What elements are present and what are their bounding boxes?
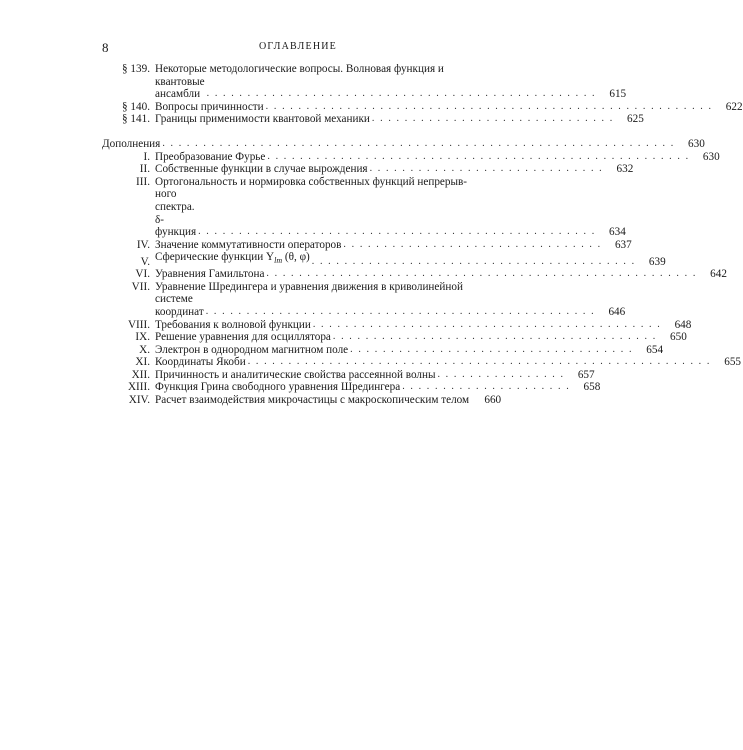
entry-number: V. — [140, 255, 150, 268]
entry-number: III. — [136, 175, 150, 188]
toc-entry — [102, 100, 743, 114]
dot-leader: . . . . . . . . . . . . . . . . — [437, 368, 565, 380]
entry-title-continuation: ного спектра. δ-функция — [155, 188, 197, 239]
entry-title: Границы применимости квантовой механики — [155, 113, 370, 126]
entry-number: VI. — [135, 268, 150, 281]
entry-number: IX. — [135, 331, 150, 344]
dot-leader: . . . . . . . . . . . . . . . . . . . . . . . . . . . . . . . . . . . . . . . . . . . . . . . . . . . . . — [266, 268, 697, 280]
entry-number: XIV. — [128, 394, 150, 407]
toc-entry — [102, 113, 644, 126]
entry-title: Требования к волновой функции — [155, 318, 311, 331]
appendix-title: Дополнения — [102, 137, 161, 150]
entry-title-tail: (θ, φ) — [282, 251, 310, 264]
running-title: ОГЛАВЛЕНИЕ — [259, 41, 337, 52]
entry-page: 657 — [577, 368, 595, 381]
toc-entry — [102, 318, 692, 332]
entry-title: Координаты Якоби — [155, 356, 246, 369]
entry-number: XII. — [131, 368, 150, 381]
entry-number: II. — [139, 163, 150, 176]
dot-leader: . . . . . . . . . . . . . . . . . . . . . . . . . . . . . . . . . . . . . . . . . . . . . . . . . . . . . . . . . . . . . . . — [162, 137, 675, 149]
entry-page: 654 — [646, 343, 664, 356]
toc-entry — [102, 238, 632, 252]
entry-page: 646 — [608, 305, 626, 318]
entry-title: Решение уравнения для осциллятора — [155, 331, 331, 344]
toc-entry — [102, 163, 634, 176]
toc-entry — [102, 268, 727, 281]
entry-page: 630 — [688, 137, 705, 150]
toc-entry — [102, 63, 627, 101]
toc-entry — [102, 150, 720, 164]
entry-number: § 141. — [122, 113, 150, 126]
entry-page: 648 — [674, 318, 692, 331]
table-of-contents — [102, 63, 743, 407]
dot-leader: . . . . . . . . . . . . . . . . . . . . . . . . . . . . . . . . . . . . . . . . . . . . . . . . . — [198, 226, 596, 238]
page-header — [102, 40, 494, 56]
entry-page: 632 — [616, 163, 634, 176]
entry-page: 639 — [648, 255, 666, 268]
entry-page: 658 — [583, 381, 601, 394]
toc-entry — [102, 394, 502, 407]
entry-title: Электрон в однородном магнитном поле — [155, 343, 349, 356]
entry-title: Функция Грина свободного уравнения Шредингера — [155, 381, 401, 394]
entry-page: 637 — [614, 238, 632, 251]
dot-leader: . . . . . . . . . . . . . . . . . . . . . . . . . . . . . . . . . . . . . . . . . . . . . . . . . . . . . . . . . — [247, 356, 711, 368]
toc-entry — [102, 381, 601, 394]
entry-title: Ортогональность и нормировка собственных функций непрерыв- — [155, 175, 467, 188]
entry-page: 622 — [725, 100, 743, 113]
entry-number: X. — [139, 343, 150, 356]
entry-number: VIII. — [127, 318, 150, 331]
entry-number: XI. — [135, 356, 150, 369]
entry-page: 630 — [702, 150, 720, 163]
dot-leader: . . . . . . . . . . . . . . . . . . . . . . . . . . . . . — [369, 163, 604, 175]
dot-leader: . . . . . . . . . . . . . . . . . . . . . . . . . . . . . . . . . . . . . . . . . . . — [312, 318, 662, 330]
dot-leader: . . . . . . . . . . . . . . . . . . . . . . . . . . . . . . . . . . . . . . . . — [311, 255, 636, 267]
toc-entry — [102, 368, 595, 382]
entry-title: Уравнения Гамильтона — [155, 268, 265, 281]
entry-title-continuation: системе координат — [155, 293, 204, 318]
toc-entry — [102, 175, 626, 239]
entry-page: 615 — [609, 88, 627, 101]
subscript: lm — [274, 256, 283, 266]
toc-entry — [102, 331, 687, 344]
entry-title: Причинность и аналитические свойства рассеянной волны — [155, 368, 436, 381]
entry-title: Значение коммутативности операторов — [155, 238, 342, 251]
entry-number: IV. — [136, 238, 150, 251]
toc-entry — [102, 251, 666, 268]
entry-title: Расчет взаимодействия микрочастицы с макроскопическим телом — [155, 394, 470, 407]
entry-title: Некоторые методологические вопросы. Волновая функция и — [155, 63, 444, 75]
dot-leader: . . . . . . . . . . . . . . . . . . . . . — [402, 381, 571, 393]
dot-leader: . . . . . . . . . . . . . . . . . . . . . . . . . . . . . . . . . . . . . . . . . . . . . . . . . . . . — [267, 150, 690, 162]
toc-entry — [102, 280, 626, 319]
entry-page: 625 — [627, 113, 644, 126]
entry-title — [155, 251, 310, 268]
entry-title: Собственные функции в случае вырождения — [155, 163, 368, 176]
page-number: 8 — [102, 40, 109, 55]
dot-leader: . . . . . . . . . . . . . . . . . . . . . . . . . . . . . . — [371, 113, 614, 125]
entry-number: I. — [143, 150, 150, 163]
entry-page: 660 — [484, 394, 502, 407]
entry-number: § 139. — [122, 63, 150, 75]
entry-title: Уравнение Шредингера и уравнения движения в криволинейной — [155, 280, 463, 293]
entry-number: XIII. — [127, 381, 150, 394]
dot-leader: . . . . . . . . . . . . . . . . . . . . . . . . . . . . . . . . . . . . . . . . . . . . . . . . . . . . . . . — [265, 100, 713, 112]
dot-leader: . . . . . . . . . . . . . . . . . . . . . . . . . . . . . . . . — [343, 238, 602, 250]
dot-leader: . . . . . . . . . . . . . . . . . . . . . . . . . . . . . . . . . . . — [350, 343, 634, 355]
entry-title: Вопросы причинности — [155, 100, 264, 113]
entry-title-continuation: квантовые ансамбли — [155, 75, 205, 101]
toc-entry — [102, 343, 664, 357]
entry-title-text: Сферические функции Y — [155, 251, 275, 264]
entry-title: Преобразование Фурье — [155, 150, 266, 163]
dot-leader: . . . . . . . . . . . . . . . . . . . . . . . . . . . . . . . . . . . . . . . . . . . . . . . . — [206, 88, 597, 100]
entry-page: 650 — [670, 331, 687, 344]
toc-entry — [102, 356, 741, 369]
toc-entry-appendix — [102, 137, 705, 151]
entry-number: § 140. — [122, 100, 150, 113]
entry-page: 634 — [609, 226, 626, 239]
dot-leader: . . . . . . . . . . . . . . . . . . . . . . . . . . . . . . . . . . . . . . . . — [332, 331, 657, 343]
entry-page: 655 — [724, 356, 741, 369]
entry-page: 642 — [710, 268, 727, 281]
dot-leader: . . . . . . . . . . . . . . . . . . . . . . . . . . . . . . . . . . . . . . . . . . . . . . . . — [205, 305, 596, 317]
entry-number: VII. — [131, 280, 150, 293]
